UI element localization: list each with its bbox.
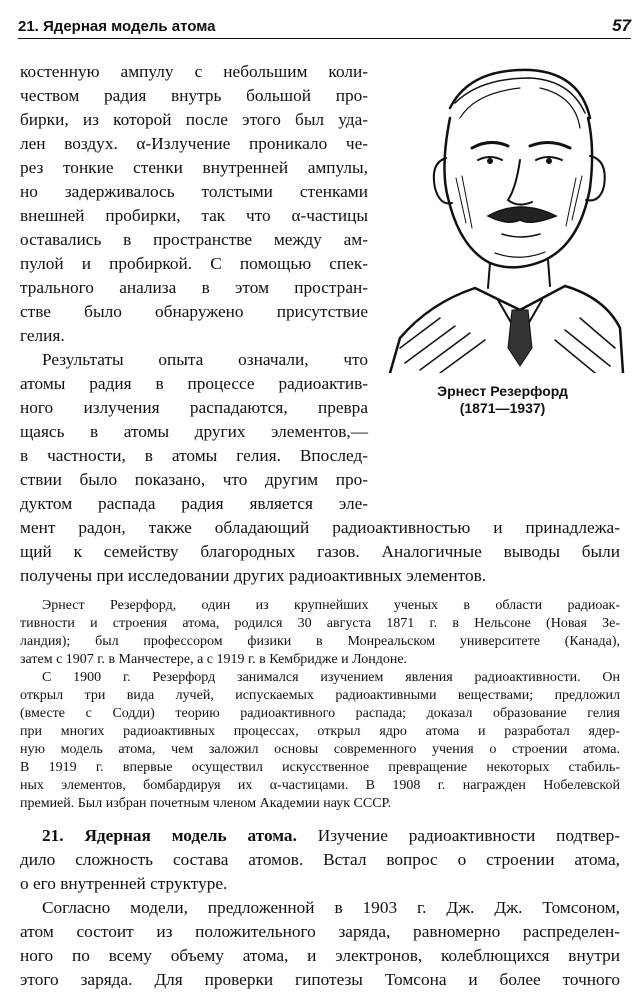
bio-line: (вместе с Содди) теорию радиоактивного распада; доказал образование гелия xyxy=(20,706,620,721)
text-line: щий к семейству благородных газов. Аналогичные выводы были xyxy=(20,542,620,561)
portrait-rutherford xyxy=(380,48,625,373)
text-line: внешней пробирки, так что α-частицы xyxy=(20,206,368,225)
text-line: трального анализа в этом простран- xyxy=(20,278,368,297)
text-line: бирки, из которой после этого был уда- xyxy=(20,110,368,129)
portrait-caption xyxy=(375,383,630,417)
section-first-line-text: Изучение радиоактивности подтвер- xyxy=(317,826,620,845)
bio-line: открыл три вида лучей, испускаемых радиоактивными веществами; предложил xyxy=(20,688,620,703)
bio-line: премией. Был избран почетным членом Академии наук СССР. xyxy=(20,796,392,811)
caption-name: Эрнест Резерфорд xyxy=(437,383,568,399)
section-heading: 21. Ядерная модель атома. xyxy=(42,826,297,845)
text-line: ного по всему объему атома, и электронов, колеблющихся внутри xyxy=(20,946,620,965)
text-line: атомы радия в процессе радиоактив- xyxy=(20,374,368,393)
text-line: пулой и пробиркой. С помощью спек- xyxy=(20,254,368,273)
bio-line: С 1900 г. Резерфорд занимался изучением явления радиоактивности. Он xyxy=(42,670,620,685)
bio-line: тивности и строения атома, родился 30 августа 1871 г. в Нельсоне (Новая Зе- xyxy=(20,616,620,631)
text-line: чеством радия внутрь большой про- xyxy=(20,86,368,105)
text-line: получены при исследовании других радиоактивных элементов. xyxy=(20,566,487,585)
caption-years: (1871—1937) xyxy=(459,400,546,416)
text-line: но задерживалось толстыми стенками xyxy=(20,182,368,201)
text-line: Результаты опыта означали, что xyxy=(42,350,368,369)
text-line: костенную ампулу с небольшим коли- xyxy=(20,62,368,81)
bio-line: В 1919 г. впервые осуществил искусственное превращение некоторых стабиль- xyxy=(20,760,620,775)
text-line: Согласно модели, предложенной в 1903 г. Дж. Дж. Томсоном, xyxy=(42,898,620,917)
page-header xyxy=(18,14,631,39)
text-line: атом состоит из положительного заряда, равномерно распределен- xyxy=(20,922,620,941)
text-line: гелия. xyxy=(20,326,65,345)
text-line: лен воздух. α-Излучение проникало че- xyxy=(20,134,368,153)
text-line: дуктом распада радия является эле- xyxy=(20,494,368,513)
text-line: дило сложность состава атомов. Встал вопрос о строении атома, xyxy=(20,850,620,869)
running-title: 21. Ядерная модель атома xyxy=(18,18,216,35)
bio-line: затем с 1907 г. в Манчестере, а с 1919 г. в Кембридже и Лондоне. xyxy=(20,652,408,667)
text-line: этого заряда. Для проверки гипотезы Томсона и более точного xyxy=(20,970,620,989)
text-line: щаясь в атомы других элементов,— xyxy=(20,422,368,441)
section-first-line xyxy=(20,826,620,846)
bio-line: ную модель атома, чем заложил основы современного учения о строении атома. xyxy=(20,742,620,757)
bio-line: Эрнест Резерфорд, один из крупнейших ученых в области радиоак- xyxy=(42,598,620,613)
text-line: о его внутренней структуре. xyxy=(20,874,228,893)
text-line: оставались в пространстве между ам- xyxy=(20,230,368,249)
text-line: мент радон, также обладающий радиоактивностью и принадлежа- xyxy=(20,518,620,537)
portrait-engraving xyxy=(380,48,625,373)
text-line: ствии было показано, что другим про- xyxy=(20,470,368,489)
page-number: 57 xyxy=(612,16,631,35)
text-line: в частности, в атомы гелия. Впослед- xyxy=(20,446,368,465)
text-line: рез тонкие стенки внутренней ампулы, xyxy=(20,158,368,177)
bio-line: при многих радиоактивных процессах, открыл ядро атома и разработал ядер- xyxy=(20,724,620,739)
bio-line: ных элементов, бомбардируя их α-частицами. В 1908 г. награжден Нобелевской xyxy=(20,778,620,793)
text-line: стве было обнаружено присутствие xyxy=(20,302,368,321)
text-line: ного излучения распадаются, превра xyxy=(20,398,368,417)
bio-line: ландия); был профессором физики в Монреальском университете (Канада), xyxy=(20,634,620,649)
